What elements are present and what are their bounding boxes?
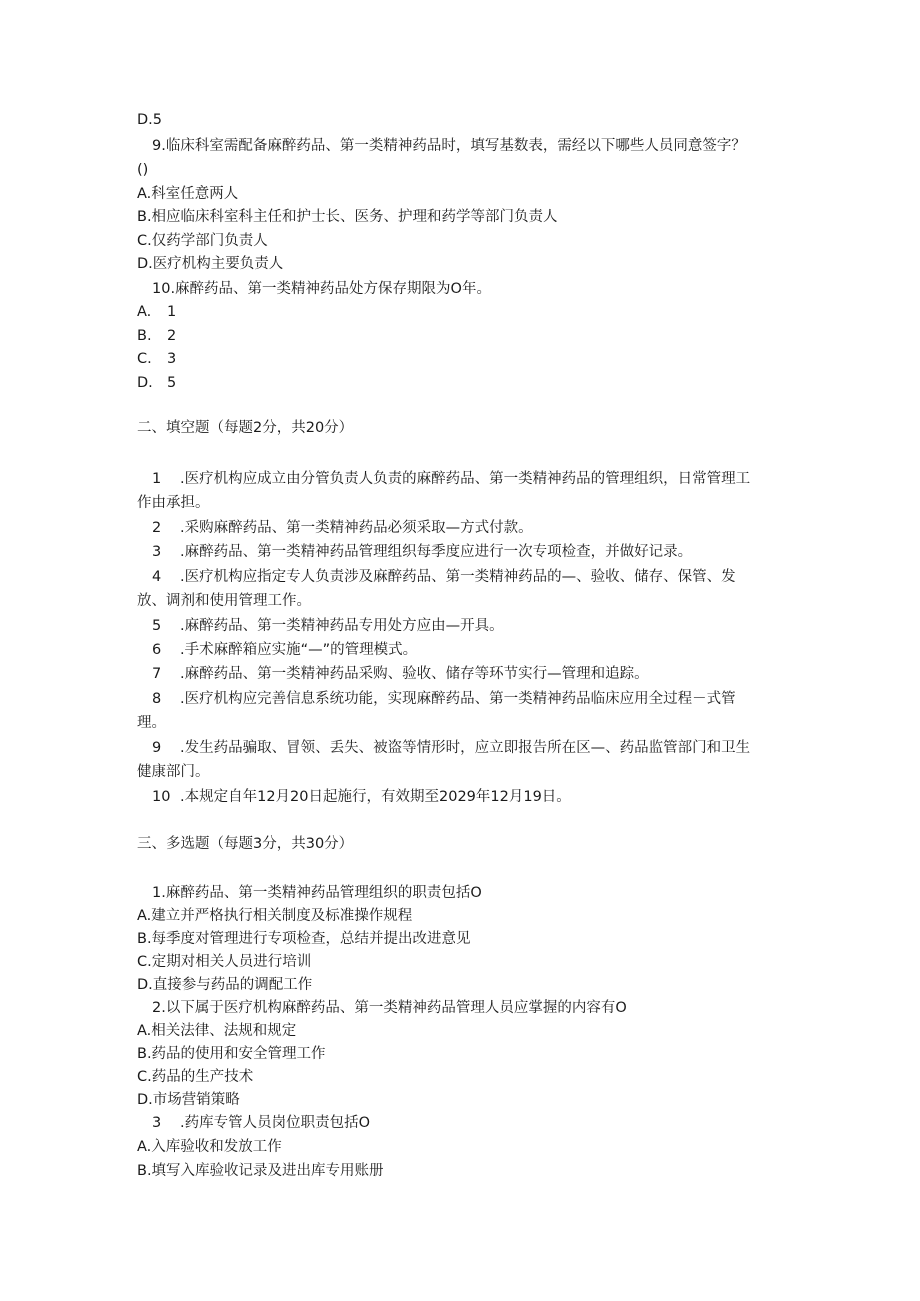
q10-stem: 10.麻醉药品、第一类精神药品处方保存期限为O年。 <box>152 281 491 297</box>
section-3-heading: 三、多选题（每题3分，共30分） <box>137 836 354 852</box>
multi-q1-option-c: C.定期对相关人员进行培训 <box>137 954 312 970</box>
multi-q2-option-d: D.市场营销策略 <box>137 1092 240 1108</box>
q9-stem: 9.临床科室需配备麻醉药品、第一类精神药品时，填写基数表，需经以下哪些人员同意签字？ <box>152 138 746 154</box>
multi-q2-option-c: C.药品的生产技术 <box>137 1069 254 1085</box>
fill-item-6: 6 .手术麻醉箱应实施“—”的管理模式。 <box>152 642 418 658</box>
q9-option-d: D.医疗机构主要负责人 <box>137 256 284 272</box>
multi-q2-option-a: A.相关法律、法规和规定 <box>137 1023 297 1039</box>
fill-item-4-cont: 放、调剂和使用管理工作。 <box>137 593 311 609</box>
multi-q2-option-b: B.药品的使用和安全管理工作 <box>137 1046 326 1062</box>
fill-item-8-cont: 理。 <box>137 715 166 731</box>
fill-item-4: 4 .医疗机构应指定专人负责涉及麻醉药品、第一类精神药品的—、验收、储存、保管、发 <box>152 569 736 585</box>
q10-option-c: C. 3 <box>137 351 177 367</box>
multi-q3-stem: 3 .药库专管人员岗位职责包括O <box>152 1115 371 1131</box>
fill-item-1-cont: 作由承担。 <box>137 495 210 511</box>
multi-q2-stem: 2.以下属于医疗机构麻醉药品、第一类精神药品管理人员应掌握的内容有O <box>152 1000 627 1016</box>
q9-option-a: A.科室任意两人 <box>137 186 239 202</box>
q10-option-b: B. 2 <box>137 328 177 344</box>
multi-q1-option-d: D.直接参与药品的调配工作 <box>137 977 313 993</box>
q9-option-b: B.相应临床科室科主任和护士长、医务、护理和药学等部门负责人 <box>137 209 558 225</box>
fill-item-8: 8 .医疗机构应完善信息系统功能，实现麻醉药品、第一类精神药品临床应用全过程－式管 <box>152 691 736 707</box>
multi-q1-option-b: B.每季度对管理进行专项检查，总结并提出改进意见 <box>137 931 471 947</box>
fill-item-7: 7 .麻醉药品、第一类精神药品采购、验收、储存等环节实行—管理和追踪。 <box>152 666 649 682</box>
fill-item-10: 10 .本规定自年12月20日起施行，有效期至2029年12月19日。 <box>152 789 571 805</box>
fill-item-2: 2 .采购麻醉药品、第一类精神药品必须采取—方式付款。 <box>152 520 533 536</box>
section-2-heading: 二、填空题（每题2分，共20分） <box>137 420 354 436</box>
fill-item-9: 9 .发生药品骗取、冒领、丢失、被盗等情形时，应立即报告所在区—、药品监管部门和卫生 <box>152 740 751 756</box>
multi-q3-option-a: A.入库验收和发放工作 <box>137 1139 282 1155</box>
multi-q1-option-a: A.建立并严格执行相关制度及标准操作规程 <box>137 908 413 924</box>
q8-option-d: D.5 <box>137 112 162 128</box>
multi-q3-option-b: B.填写入库验收记录及进出库专用账册 <box>137 1163 384 1179</box>
multi-q1-stem: 1.麻醉药品、第一类精神药品管理组织的职责包括O <box>152 885 482 901</box>
fill-item-9-cont: 健康部门。 <box>137 764 210 780</box>
fill-item-3: 3 .麻醉药品、第一类精神药品管理组织每季度应进行一次专项检查，并做好记录。 <box>152 544 693 560</box>
fill-item-1: 1 .医疗机构应成立由分管负责人负责的麻醉药品、第一类精神药品的管理组织，日常管理工 <box>152 471 751 487</box>
q10-option-d: D. 5 <box>137 375 177 391</box>
q9-stem-blank: () <box>137 162 149 178</box>
q10-option-a: A. 1 <box>137 304 177 320</box>
fill-item-5: 5 .麻醉药品、第一类精神药品专用处方应由—开具。 <box>152 618 504 634</box>
q9-option-c: C.仅药学部门负责人 <box>137 233 268 249</box>
